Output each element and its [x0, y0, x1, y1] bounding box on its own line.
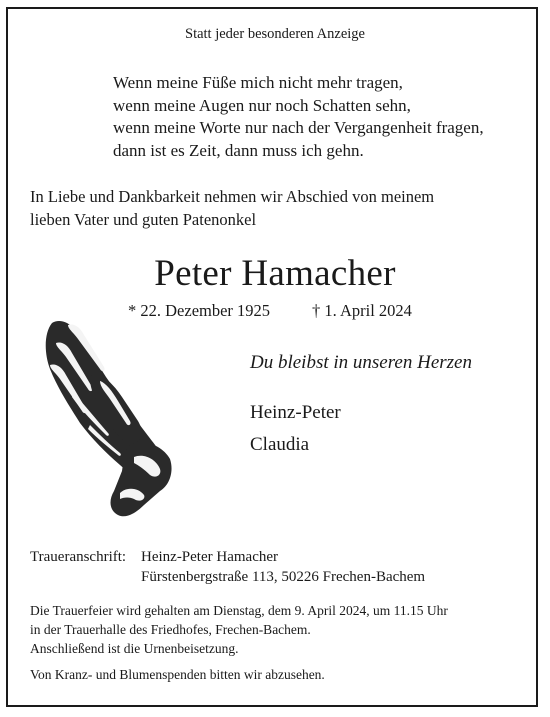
motto: Du bleibst in unseren Herzen: [250, 352, 472, 373]
ceremony-info-line: Anschließend ist die Urnenbeisetzung.: [30, 641, 239, 657]
mourner-name: Claudia: [250, 434, 310, 455]
poem-line: wenn meine Augen nur noch Schatten sehn,: [113, 95, 411, 115]
poem-line: wenn meine Worte nur nach der Vergangenheit fragen,: [113, 118, 484, 137]
closing-note: Von Kranz- und Blumenspenden bitten wir abzusehen.: [30, 667, 325, 682]
poem-line: dann ist es Zeit, dann muss ich gehn.: [113, 140, 364, 160]
poem-line: Wenn meine Füße mich nicht mehr tragen,: [113, 73, 403, 92]
praying-hands-icon: [34, 315, 174, 525]
birth-date: * 22. Dezember 1925: [128, 301, 271, 320]
address-label: Traueranschrift:: [30, 549, 127, 565]
address-line: Heinz-Peter Hamacher: [141, 549, 279, 565]
mourner-name: Heinz-Peter: [250, 402, 341, 423]
notice-header: Statt jeder besonderen Anzeige: [185, 26, 365, 42]
address-line: Fürstenbergstraße 113, 50226 Frechen-Bachem: [141, 569, 426, 585]
intro-line: In Liebe und Dankbarkeit nehmen wir Abschied von meinem: [30, 187, 435, 206]
ceremony-info: [30, 601, 448, 659]
ceremony-info-line: in der Trauerhalle des Friedhofes, Frechen-Bachem.: [30, 622, 311, 638]
ceremony-info-line: Die Trauerfeier wird gehalten am Dienstag, dem 9. April 2024, um 11.15 Uhr: [30, 603, 448, 618]
death-date: † 1. April 2024: [312, 301, 412, 320]
intro-text: [30, 186, 434, 231]
intro-line: lieben Vater und guten Patenonkel: [30, 209, 257, 229]
deceased-name: Peter Hamacher: [154, 253, 396, 294]
poem: [113, 72, 484, 162]
